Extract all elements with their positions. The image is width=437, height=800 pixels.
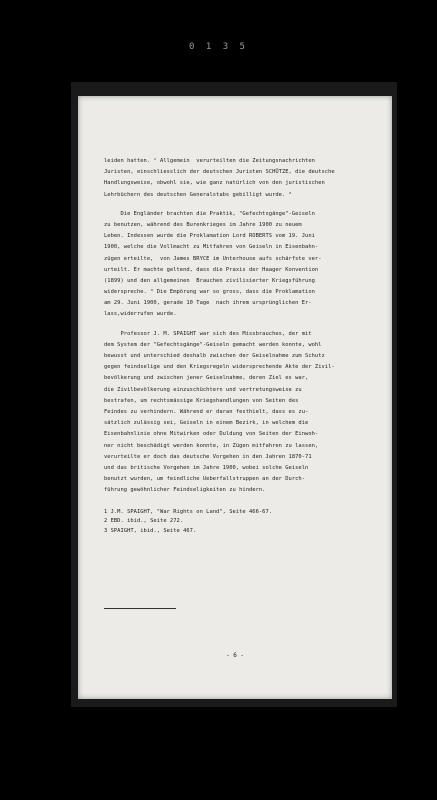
- text-line: (1899) und den allgemeinen Brauchen zivilisierter Kriegsführung: [104, 277, 315, 284]
- page-number: - 6 -: [225, 652, 245, 659]
- text-line: Juristen, einschliesslich der deutschen Juristen SCHÜTZE, die deutsche: [104, 169, 335, 176]
- text-line: leiden hatten. ¹ Allgemein verurteilten die Zeitungsnachrichten: [104, 158, 315, 164]
- text-line: zügen erteilte, von James BRYCE im Unterhouse aufs schärfste ver-: [104, 255, 322, 262]
- text-line: und das britische Vorgehen im Jahre 1900, wobei solche Geiseln: [104, 464, 309, 471]
- document-page: [78, 96, 392, 699]
- text-line: Die Engländer brachten die Praktik, "Gefechtsgänge"-Geiseln: [104, 210, 315, 217]
- paragraph-gap: [104, 201, 366, 209]
- text-line: zu benutzen, während des Burenkrieges im Jahre 1900 zu neuem: [104, 221, 302, 228]
- paragraph-gap: [104, 321, 366, 329]
- text-line: Feindes zu verhindern. Während er daran festhielt, dass es zu-: [104, 408, 309, 415]
- footnote-spacer: [104, 496, 366, 507]
- footnote: 2 EBD. ibid., Seite 272.: [104, 518, 184, 525]
- footnote-separator: [104, 608, 176, 609]
- text-line: 1900, welche die Vollmacht zu Mitfahren von Geiseln in Eisenbahn-: [104, 244, 319, 251]
- text-line: führung gewöhnlicher Feindseligkeiten zu hindern.: [104, 487, 266, 494]
- footnote: 3 SPAIGHT, ibid., Seite 467.: [104, 527, 197, 534]
- text-line: bewusst und unterschied deshalb zwischen der Geiselnahme zum Schutz: [104, 353, 325, 359]
- text-line: ner nicht beschädigt werden konnte, in Zügen mitfahren zu lassen,: [104, 442, 319, 449]
- text-line: Lehrbüchern des deutschen Generalstabs gebilligt wurde. ²: [104, 191, 292, 198]
- text-line: sätzlich zulässig sei, Geiseln in einem Bezirk, in welchem die: [104, 420, 309, 427]
- text-line: Professor J. M. SPAIGHT war sich des Missbrauches, der mit: [104, 330, 312, 337]
- text-line: am 29. Juni 1900, gerade 10 Tage nach ihrem ursprünglichen Er-: [104, 300, 312, 307]
- footnote: 1 J.M. SPAIGHT, "War Rights on Land", Seite 466-67.: [104, 508, 273, 515]
- text-line: Leben. Indessen wurde die Proklamation Lord ROBERTS vom 19. Juni: [104, 233, 315, 240]
- text-line: benutzt wurden, um feindliche Ueberfallstruppen an der Durch-: [104, 476, 306, 483]
- text-line: die Zivilbevölkerung einzuschüchtern und vertretungsweise zu: [104, 386, 302, 393]
- text-line: gegen feindselige und den Kriegsregeln widersprechende Akte der Zivil-: [104, 364, 335, 371]
- text-line: widerspreche. ³ Die Empörung war so gross, dass die Proklamation: [104, 289, 315, 296]
- text-line: urteilt. Er machte geltend, dass die Praxis der Haager Konvention: [104, 266, 319, 273]
- text-line: Handlungsweise, obwohl sie, wie ganz natürlich von den juristischen: [104, 180, 325, 187]
- microfilm-frame-number: 0 1 3 5: [189, 42, 248, 52]
- text-line: bestrafen, um rechtsmässige Kriegshandlungen von Seiten des: [104, 397, 299, 404]
- text-line: dem System der "Gefechtsgänge"-Geiseln gemacht werden konnte, wohl: [104, 341, 322, 348]
- text-line: Eisenbahnlinie ohne Mitwirken oder Duldung von Seiten der Einwoh-: [104, 431, 319, 438]
- text-line: verurteilte er doch das deutsche Vorgehen in den Jahren 1870-71: [104, 453, 312, 460]
- page-body: [104, 156, 366, 536]
- text-line: lass,widerrufen wurde.: [104, 311, 177, 318]
- text-line: bevölkerung und zwischen jener Geiselnahme, deren Ziel es war,: [104, 375, 309, 382]
